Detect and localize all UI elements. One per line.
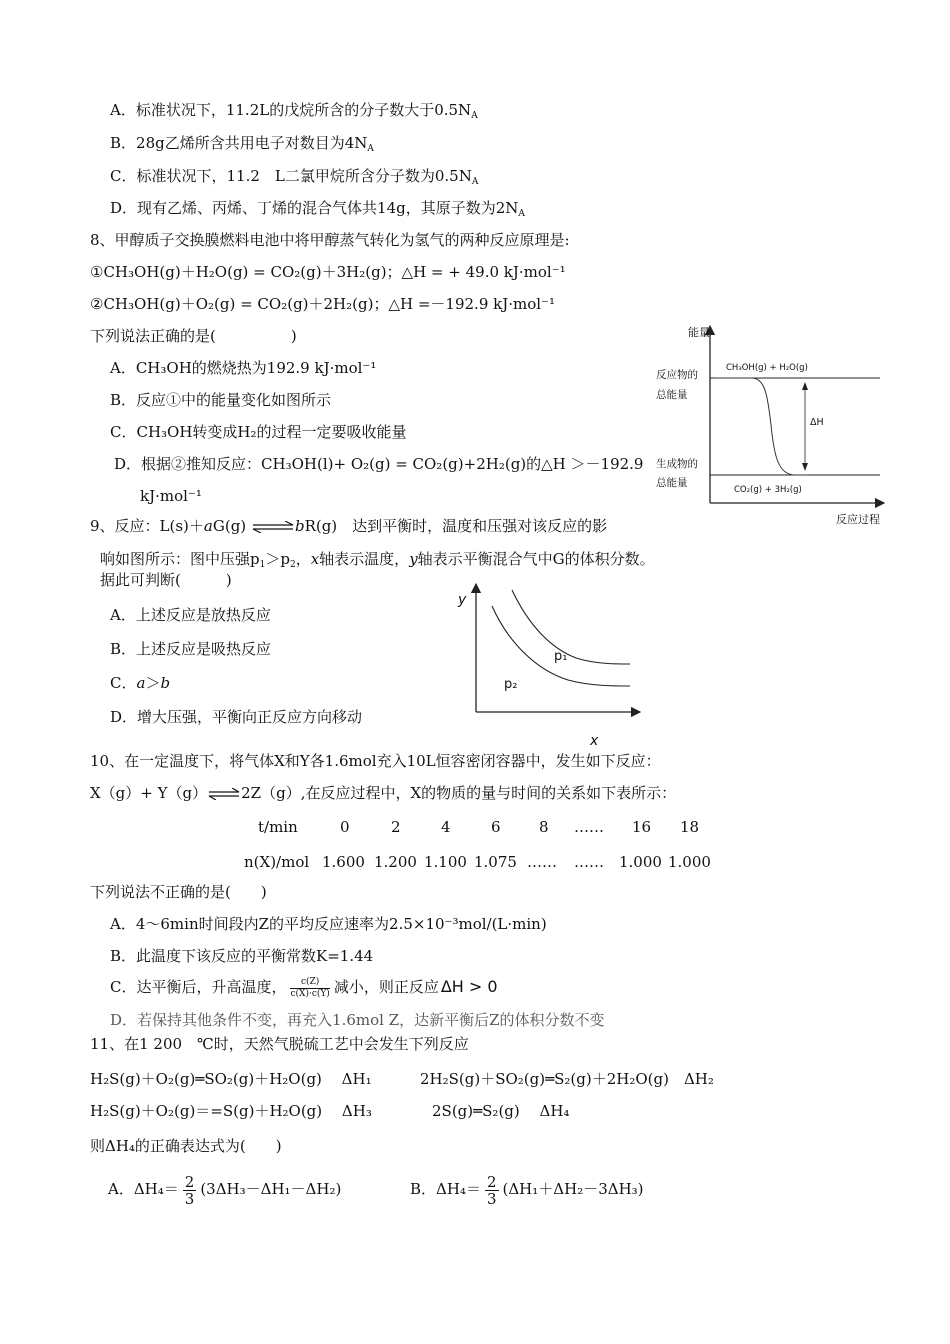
equilibrium-arrow xyxy=(251,521,295,533)
q9-stem: 9、反应：L(s)＋aG(g) bR(g) 达到平衡时，温度和压强对该反应的影 xyxy=(90,517,608,535)
table-cell: 1.100 xyxy=(424,853,467,871)
table-cell: 1.075 xyxy=(474,853,517,871)
q10-option-a: A．4～6min时间段内Z的平均反应速率为2.5×10⁻³mol/(L·min) xyxy=(110,915,547,933)
q10-option-d: D．若保持其他条件不变，再充入1.6mol Z，达新平衡后Z的体积分数不变 xyxy=(110,1011,605,1029)
table-cell: 1.200 xyxy=(374,853,417,871)
q11-eq-3: H₂S(g)＋O₂(g)＝=S(g)＋H₂O(g) ΔH₃ xyxy=(90,1102,372,1120)
table-cell: 1.000 xyxy=(668,853,711,871)
q9-option-d: D．增大压强，平衡向正反应方向移动 xyxy=(110,708,363,726)
table-cell: n(X)/mol xyxy=(244,853,310,871)
q11-stem: 11、在1 200 ℃时，天然气脱硫工艺中会发生下列反应 xyxy=(90,1035,469,1053)
table-cell: …… xyxy=(574,853,604,871)
q8-question: 下列说法正确的是( ) xyxy=(90,327,297,345)
q8-option-a: A．CH₃OH的燃烧热为192.9 kJ·mol⁻¹ xyxy=(110,359,377,377)
q7-option-d: D．现有乙烯、丙烯、丁烯的混合气体共14g，其原子数为$2N_A$ xyxy=(110,199,525,219)
dh-label: ΔH xyxy=(810,417,824,428)
q7-option-a: A．标准状况下，11.2L的戊烷所含的分子数大于$0.5N_A$ xyxy=(110,101,478,121)
q10-option-c: C．达平衡后，升高温度， $\frac{c(Z)}{c(X)\cdot c(Y)}$ 减小，则正反应 ΔH > 0 xyxy=(110,976,498,999)
table-cell: 4 xyxy=(441,818,451,836)
q10-question: 下列说法不正确的是( ) xyxy=(90,883,267,901)
product-label-2: 总能量 xyxy=(656,477,688,489)
q11-question: 则ΔH₄的正确表达式为( ) xyxy=(90,1137,282,1155)
q9-stem-3: 据此可判断( ) xyxy=(100,571,232,589)
q10-stem: 10、在一定温度下，将气体X和Y各1.6mol充入10L恒容密闭容器中，发生如下反应： xyxy=(90,752,661,770)
table-cell: 18 xyxy=(680,818,700,836)
graph-x-label: x xyxy=(590,733,599,749)
q11-option-b: B．ΔH₄＝ $\frac{2}{3}$ (ΔH₁＋ΔH₂－3ΔH₃) xyxy=(410,1172,644,1208)
fraction-two-thirds: $\frac{2}{3}$ xyxy=(486,1172,497,1208)
product-label-1: 生成物的 xyxy=(656,458,698,470)
table-cell: 6 xyxy=(491,818,501,836)
table-cell: t/min xyxy=(258,818,298,836)
q8-reaction-1: ①CH₃OH(g)＋H₂O(g) = CO₂(g)＋3H₂(g)；△H = + 49.0 kJ·mol⁻¹ xyxy=(90,263,566,281)
curve-p2 xyxy=(492,606,630,686)
q9-option-c: C．a＞b xyxy=(110,674,171,692)
graph-y-label: y xyxy=(458,592,467,608)
reactant-label-2: 总能量 xyxy=(656,389,688,401)
q11-eq-2: 2H₂S(g)＋SO₂(g)═S₂(g)＋2H₂O(g) ΔH₂ xyxy=(420,1070,714,1088)
q9-option-a: A．上述反应是放热反应 xyxy=(110,606,271,624)
label-p2: p₂ xyxy=(504,677,518,692)
concentration-fraction: $\frac{c(Z)}{c(X)\cdot c(Y)}$ xyxy=(290,976,330,999)
equilibrium-arrow-2 xyxy=(207,788,241,800)
table-cell: 8 xyxy=(539,818,549,836)
q8-stem: 8、甲醇质子交换膜燃料电池中将甲醇蒸气转化为氢气的两种反应原理是: xyxy=(90,231,570,249)
product-formula: CO₂(g) + 3H₂(g) xyxy=(734,485,802,495)
reactant-label-1: 反应物的 xyxy=(656,369,698,381)
table-cell: 2 xyxy=(391,818,401,836)
table-cell: 1.600 xyxy=(322,853,365,871)
table-cell: 0 xyxy=(340,818,350,836)
q10-equation: X（g）+ Y（g） 2Z（g）,在反应过程中，X的物质的量与时间的关系如下表所示： xyxy=(90,784,677,802)
q8-option-b: B．反应①中的能量变化如图所示 xyxy=(110,391,332,409)
table-cell: …… xyxy=(527,853,557,871)
q11-eq-4: 2S(g)═S₂(g) ΔH₄ xyxy=(432,1102,570,1120)
q8-option-d: D．根据②推知反应：CH₃OH(l)+ O₂(g) = CO₂(g)+2H₂(g)的△H ＞－192.9 xyxy=(114,455,644,473)
q8-option-c: C．CH₃OH转变成H₂的过程一定要吸收能量 xyxy=(110,423,407,441)
q11-option-a: A．ΔH₄＝ $\frac{2}{3}$ (3ΔH₃－ΔH₁－ΔH₂) xyxy=(108,1172,342,1208)
table-cell: 16 xyxy=(632,818,652,836)
label-p1: p₁ xyxy=(554,649,568,664)
energy-diagram xyxy=(640,320,900,530)
energy-y-label: 能量 xyxy=(688,326,710,339)
q11-eq-1: H₂S(g)＋O₂(g)═SO₂(g)＋H₂O(g) ΔH₁ xyxy=(90,1070,372,1088)
q7-option-c: C．标准状况下，11.2 L二氯甲烷所含分子数为$0.5N_A$ xyxy=(110,167,479,187)
q10-option-b: B．此温度下该反应的平衡常数K=1.44 xyxy=(110,947,374,965)
q8-reaction-2: ②CH₃OH(g)＋O₂(g) = CO₂(g)＋2H₂(g)；△H =－192.9 kJ·mol⁻¹ xyxy=(90,295,555,313)
pressure-temperature-graph xyxy=(450,582,650,750)
curve-p1 xyxy=(512,590,630,664)
reactant-formula: CH₃OH(g) + H₂O(g) xyxy=(726,363,808,373)
q9-option-b: B．上述反应是吸热反应 xyxy=(110,640,272,658)
energy-x-label: 反应过程 xyxy=(836,513,880,526)
energy-curve xyxy=(715,378,808,475)
q7-option-b: B．28g乙烯所含共用电子对数目为$4N_A$ xyxy=(110,134,374,154)
q8-option-d-unit: kJ·mol⁻¹ xyxy=(140,487,202,505)
table-cell: 1.000 xyxy=(619,853,662,871)
table-cell: …… xyxy=(574,818,604,836)
q9-stem-2: 响如图所示：图中压强$p_1>p_2$，x轴表示温度，y轴表示平衡混合气中G的体积分数。 xyxy=(100,550,655,570)
fraction-two-thirds: $\frac{2}{3}$ xyxy=(184,1172,195,1208)
